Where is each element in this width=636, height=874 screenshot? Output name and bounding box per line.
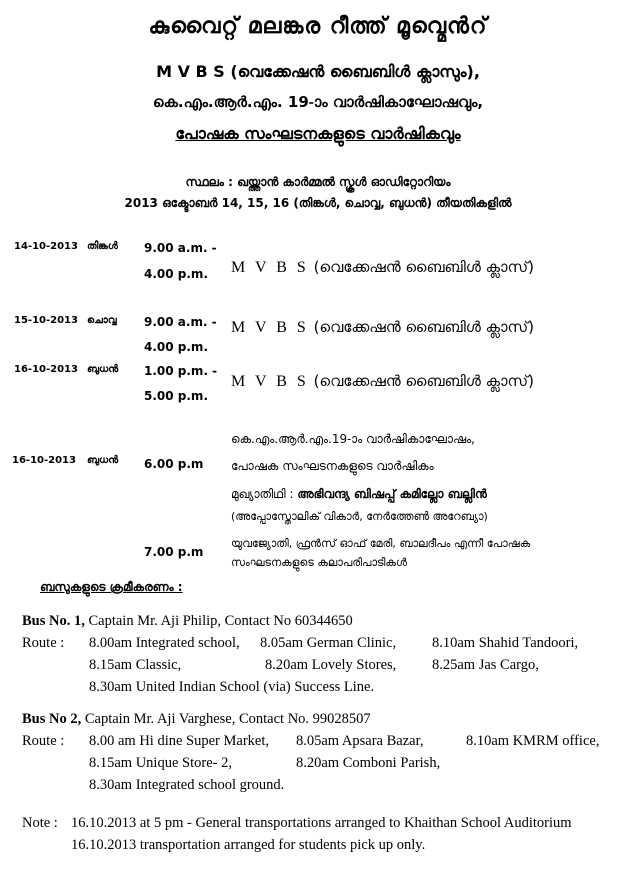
bus-stop: 8.00 am Hi dine Super Market, — [89, 733, 270, 749]
schedule-day: തിങ്കൾ — [87, 241, 118, 252]
note-label: Note : — [22, 815, 58, 831]
schedule-program: M V B S (വെക്കേഷൻ ബൈബിൾ ക്ലാസ്) — [231, 258, 534, 276]
bus-stop: 8.25am Jas Cargo, — [432, 657, 539, 673]
note-line-1: 16.10.2013 at 5 pm - General transportations arranged to Khaithan School Auditorium — [71, 815, 572, 831]
evening-time-2: 7.00 p.m — [144, 545, 204, 559]
evening-day: ബുധൻ — [87, 455, 119, 466]
schedule-start: 1.00 p.m. - — [144, 364, 218, 378]
schedule-end: 4.00 p.m. — [144, 340, 208, 354]
schedule-program: M V B S (വെക്കേഷൻ ബൈബിൾ ക്ലാസ്) — [231, 318, 534, 336]
venue: സ്ഥലം : ഖയ്ത്താൻ കാർമ്മൽ സ്കൂൾ ഓഡിറ്റോറിയം — [185, 175, 451, 189]
bus-stop: 8.30am United Indian School (via) Success Line. — [89, 679, 375, 695]
schedule-date: 15-10-2013 — [14, 315, 78, 326]
evening-line-3: യുവജ്യോതി, ഫ്രൻസ് ഓഫ് മേരി, ബാലദീപം എന്നീ പോഷക — [231, 537, 531, 550]
schedule-date: 14-10-2013 — [14, 241, 78, 252]
bus-stop: 8.20am Comboni Parish, — [296, 755, 441, 771]
schedule-end: 5.00 p.m. — [144, 389, 208, 403]
bus-heading: ബസുകളുടെ ക്രമീകരണം : — [40, 580, 183, 594]
schedule-day: ചൊവ്വ — [87, 315, 117, 326]
bus-stop: 8.20am Lovely Stores, — [265, 657, 397, 673]
schedule-date: 16-10-2013 — [14, 364, 78, 375]
schedule-day: ബുധൻ — [87, 364, 119, 375]
bus-stop: 8.15am Unique Store- 2, — [89, 755, 232, 771]
bus-2-info: Bus No 2, Captain Mr. Aji Varghese, Contact No. 99028507 — [22, 711, 371, 727]
bus-stop: 8.10am KMRM office, — [466, 733, 600, 749]
event-dates: 2013 ഒക്ടോബർ 14, 15, 16 (തിങ്കൾ, ചൊവ്വ, ബുധൻ) തീയതികളിൽ — [124, 196, 512, 210]
schedule-program: M V B S (വെക്കേഷൻ ബൈബിൾ ക്ലാസ്) — [231, 372, 534, 390]
evening-line-2: പോഷക സംഘടനകളുടെ വാർഷികം — [231, 459, 434, 473]
subtitle-organizations: പോഷക സംഘടനകളുടെ വാർഷികവും — [175, 124, 461, 143]
bus-stop: 8.00am Integrated school, — [89, 635, 240, 651]
subtitle-anniversary: കെ.എം.ആർ.എം. 19-ാം വാർഷികാഘോഷവും, — [152, 93, 484, 111]
chief-guest: മുഖ്യാതിഥി : അഭിവന്ദ്യ ബിഷപ്പ് കമില്ലോ ബല്ലിൻ — [231, 487, 487, 501]
bus-stop: 8.05am German Clinic, — [260, 635, 397, 651]
bus-1-info: Bus No. 1, Captain Mr. Aji Philip, Contact No 60344650 — [22, 613, 353, 629]
subtitle-mvbs: M V B S (വെക്കേഷൻ ബൈബിൾ ക്ലാസും), — [156, 62, 480, 81]
evening-line-1: കെ.എം.ആർ.എം.19-ാം വാർഷികാഘോഷം, — [231, 432, 475, 446]
bus-stop: 8.10am Shahid Tandoori, — [432, 635, 579, 651]
bus-stop: 8.05am Apsara Bazar, — [296, 733, 424, 749]
evening-line-4: സംഘടനകളുടെ കലാപരിപാടികൾ — [231, 556, 407, 569]
schedule-start: 9.00 a.m. - — [144, 315, 217, 329]
schedule-end: 4.00 p.m. — [144, 267, 208, 281]
bus-1-route-label: Route : — [22, 635, 65, 651]
note-line-2: 16.10.2013 transportation arranged for students pick up only. — [71, 837, 426, 853]
evening-date: 16-10-2013 — [12, 455, 76, 466]
schedule-start: 9.00 a.m. - — [144, 241, 217, 255]
bus-stop: 8.15am Classic, — [89, 657, 182, 673]
page-title: കുവൈറ്റ് മലങ്കര റീത്ത് മൂവ്മെൻറ് — [148, 14, 488, 39]
bus-stop: 8.30am Integrated school ground. — [89, 777, 285, 793]
chief-guest-title: (അപ്പോസ്തോലിക് വികാർ, നേർത്തേൺ അറേബ്യാ) — [231, 510, 488, 523]
evening-time-1: 6.00 p.m — [144, 457, 204, 471]
bus-2-route-label: Route : — [22, 733, 65, 749]
